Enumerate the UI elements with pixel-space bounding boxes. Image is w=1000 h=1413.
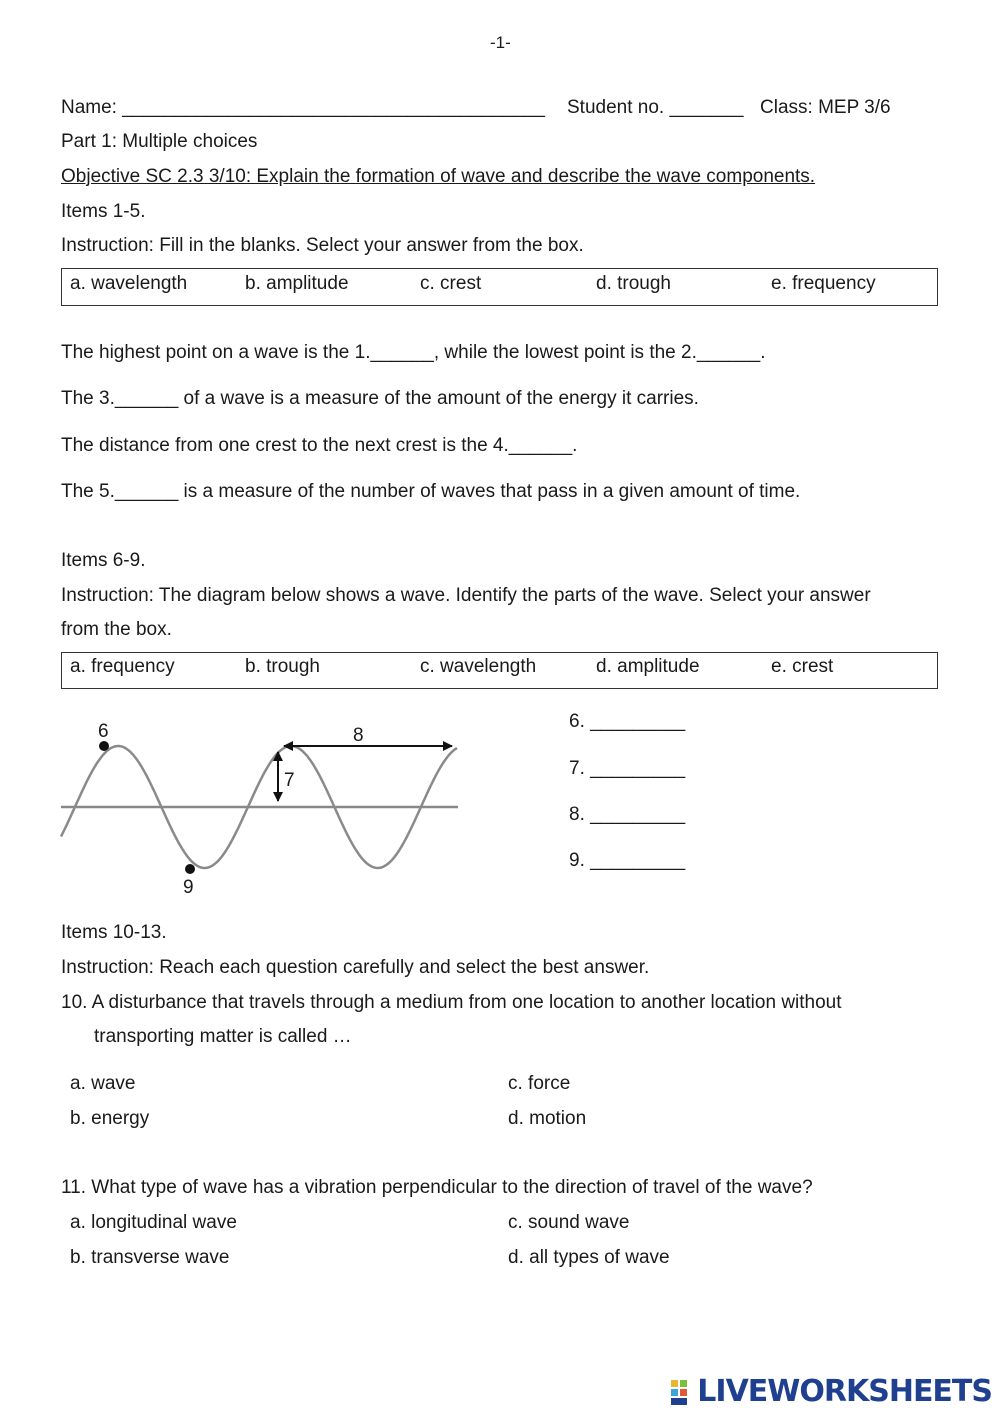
choice-item: d. trough — [596, 273, 671, 294]
answer-line-9[interactable]: 9. _________ — [569, 850, 686, 871]
option-c[interactable]: c. force — [508, 1073, 571, 1094]
answer-line-8[interactable]: 8. _________ — [569, 804, 686, 825]
items-6-9-instruction: Instruction: The diagram below shows a wave. Identify the parts of the wave. Select your answer — [61, 585, 871, 606]
choice-item: b. amplitude — [245, 273, 349, 294]
choice-item: b. trough — [245, 656, 320, 677]
choice-item: e. frequency — [771, 273, 876, 294]
question-11: 11. What type of wave has a vibration perpendicular to the direction of travel of the wave? — [61, 1177, 813, 1198]
liveworksheets-logo — [669, 1376, 992, 1408]
trough-marker — [185, 864, 195, 874]
option-b[interactable]: b. energy — [70, 1108, 150, 1129]
option-a[interactable]: a. wave — [70, 1073, 136, 1094]
choice-item: c. wavelength — [420, 656, 537, 677]
items-1-5-instruction: Instruction: Fill in the blanks. Select your answer from the box. — [61, 235, 584, 256]
page-number: -1- — [490, 33, 511, 52]
choice-item: e. crest — [771, 656, 834, 677]
diagram-label-6: 6 — [98, 721, 109, 742]
choice-item: d. amplitude — [596, 656, 700, 677]
option-d[interactable]: d. all types of wave — [508, 1247, 670, 1268]
student-number-label: Student no. _______ — [567, 97, 744, 118]
question-10-cont: transporting matter is called … — [94, 1026, 352, 1047]
answer-line-6[interactable]: 6. _________ — [569, 711, 686, 732]
option-b[interactable]: b. transverse wave — [70, 1247, 230, 1268]
choice-item: c. crest — [420, 273, 482, 294]
items-1-5-heading: Items 1-5. — [61, 201, 146, 222]
name-field-label: Name: ________________________________________ — [61, 97, 545, 118]
answer-line-7[interactable]: 7. _________ — [569, 758, 686, 779]
liveworksheets-logo-icon — [669, 1377, 695, 1407]
diagram-label-9: 9 — [183, 877, 194, 898]
class-label: Class: MEP 3/6 — [760, 97, 891, 118]
crest-marker — [99, 741, 109, 751]
items-6-9-heading: Items 6-9. — [61, 550, 146, 571]
option-d[interactable]: d. motion — [508, 1108, 587, 1129]
items-6-9-instruction-cont: from the box. — [61, 619, 172, 640]
diagram-label-7: 7 — [284, 770, 295, 791]
items-10-13-instruction: Instruction: Reach each question carefully and select the best answer. — [61, 957, 650, 978]
question-10: 10. A disturbance that travels through a medium from one location to another location without — [61, 992, 842, 1013]
objective: Objective SC 2.3 3/10: Explain the formation of wave and describe the wave components. — [61, 166, 816, 187]
fill-in-sentence: The 3.______ of a wave is a measure of the amount of the energy it carries. — [61, 388, 699, 409]
items-10-13-heading: Items 10-13. — [61, 922, 167, 943]
option-c[interactable]: c. sound wave — [508, 1212, 630, 1233]
liveworksheets-wordmark: LIVEWORKSHEETS — [697, 1374, 992, 1409]
option-a[interactable]: a. longitudinal wave — [70, 1212, 237, 1233]
diagram-label-8: 8 — [353, 725, 364, 746]
fill-in-sentence: The 5.______ is a measure of the number of waves that pass in a given amount of time. — [61, 481, 801, 502]
fill-in-sentence: The highest point on a wave is the 1.______, while the lowest point is the 2.______. — [61, 342, 766, 363]
choice-item: a. wavelength — [70, 273, 188, 294]
choice-item: a. frequency — [70, 656, 175, 677]
fill-in-sentence: The distance from one crest to the next crest is the 4.______. — [61, 435, 578, 456]
part-heading: Part 1: Multiple choices — [61, 131, 258, 152]
